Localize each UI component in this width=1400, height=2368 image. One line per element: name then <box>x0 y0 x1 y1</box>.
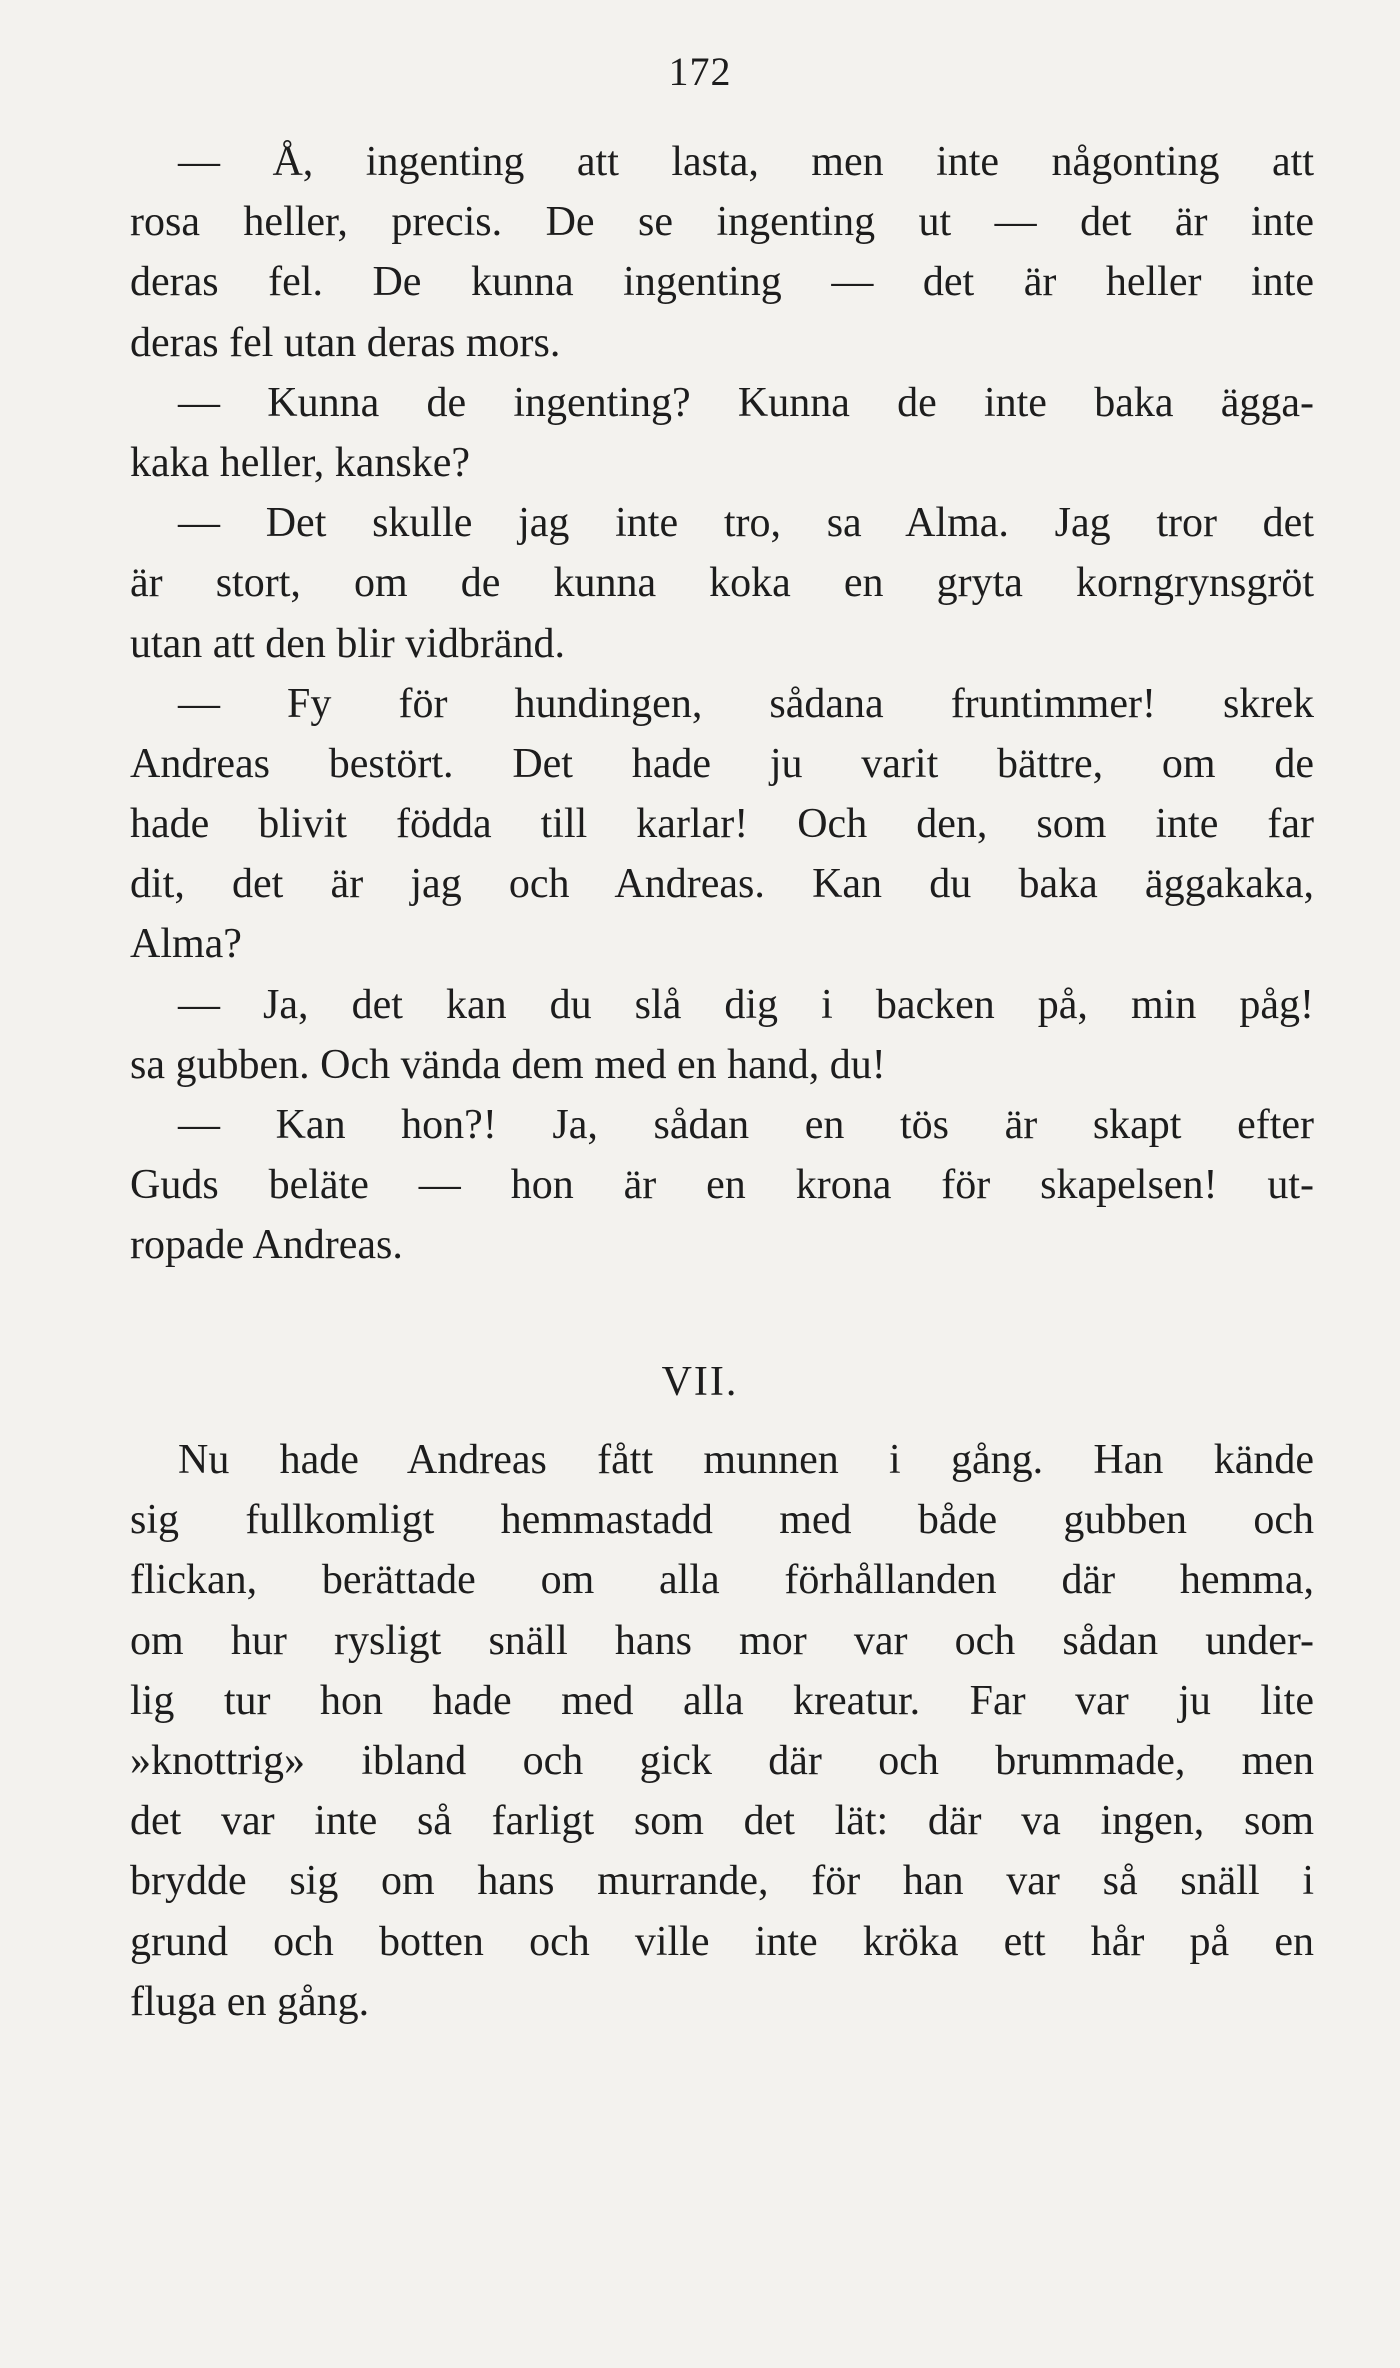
text-line: fluga en gång. <box>130 1978 370 2025</box>
text-line: hade blivit födda till karlar! Och den, som inte far <box>130 801 1314 848</box>
text-line: sa gubben. Och vända dem med en hand, du! <box>130 1041 886 1088</box>
text-line: — Det skulle jag inte tro, sa Alma. Jag tror det <box>178 500 1314 547</box>
text-line: rosa heller, precis. De se ingenting ut — det är inte <box>130 199 1314 246</box>
text-line: — Kan hon?! Ja, sådan en tös är skapt efter <box>178 1102 1314 1148</box>
text-line: utan att den blir vidbränd. <box>130 620 566 667</box>
text-line: flickan, berättade om alla förhållanden där hemma, <box>130 1557 1314 1604</box>
text-line: deras fel utan deras mors. <box>130 319 561 366</box>
text-line: — Kunna de ingenting? Kunna de inte baka ägga- <box>178 379 1314 426</box>
text-line: brydde sig om hans murrande, för han var så snäll i <box>130 1858 1314 1905</box>
text-line: — Fy för hundingen, sådana fruntimmer! skrek <box>178 680 1314 727</box>
narrative-paragraph <box>130 1430 1314 2032</box>
text-line: Nu hade Andreas fått munnen i gång. Han kände <box>178 1437 1314 1483</box>
text-line: deras fel. De kunna ingenting — det är heller inte <box>130 259 1314 306</box>
text-line: Andreas bestört. Det hade ju varit bättre, om de <box>130 740 1314 787</box>
text-line: — Ja, det kan du slå dig i backen på, min påg! <box>178 981 1314 1028</box>
text-line: Guds beläte — hon är en krona för skapelsen! ut- <box>130 1162 1314 1209</box>
text-line: Alma? <box>130 921 242 968</box>
page-number: 172 <box>668 49 732 94</box>
text-line: lig tur hon hade med alla kreatur. Far var ju lite <box>130 1677 1314 1724</box>
text-line: sig fullkomligt hemmastadd med både gubben och <box>130 1497 1314 1544</box>
text-line: grund och botten och ville inte kröka ett hår på en <box>130 1918 1314 1965</box>
text-line: är stort, om de kunna koka en gryta korngrynsgröt <box>130 560 1314 607</box>
text-line: om hur rysligt snäll hans mor var och sådan under- <box>130 1617 1314 1664</box>
dialogue-passage <box>130 132 1314 1276</box>
text-line: »knottrig» ibland och gick där och brummade, men <box>130 1737 1314 1784</box>
chapter-heading: VII. <box>661 1359 739 1405</box>
text-line: — Å, ingenting att lasta, men inte någonting att <box>178 139 1314 185</box>
text-line: det var inte så farligt som det lät: där va ingen, som <box>130 1798 1314 1845</box>
text-line: kaka heller, kanske? <box>130 439 470 486</box>
text-line: dit, det är jag och Andreas. Kan du baka äggakaka, <box>130 861 1314 908</box>
text-line: ropade Andreas. <box>130 1222 403 1269</box>
